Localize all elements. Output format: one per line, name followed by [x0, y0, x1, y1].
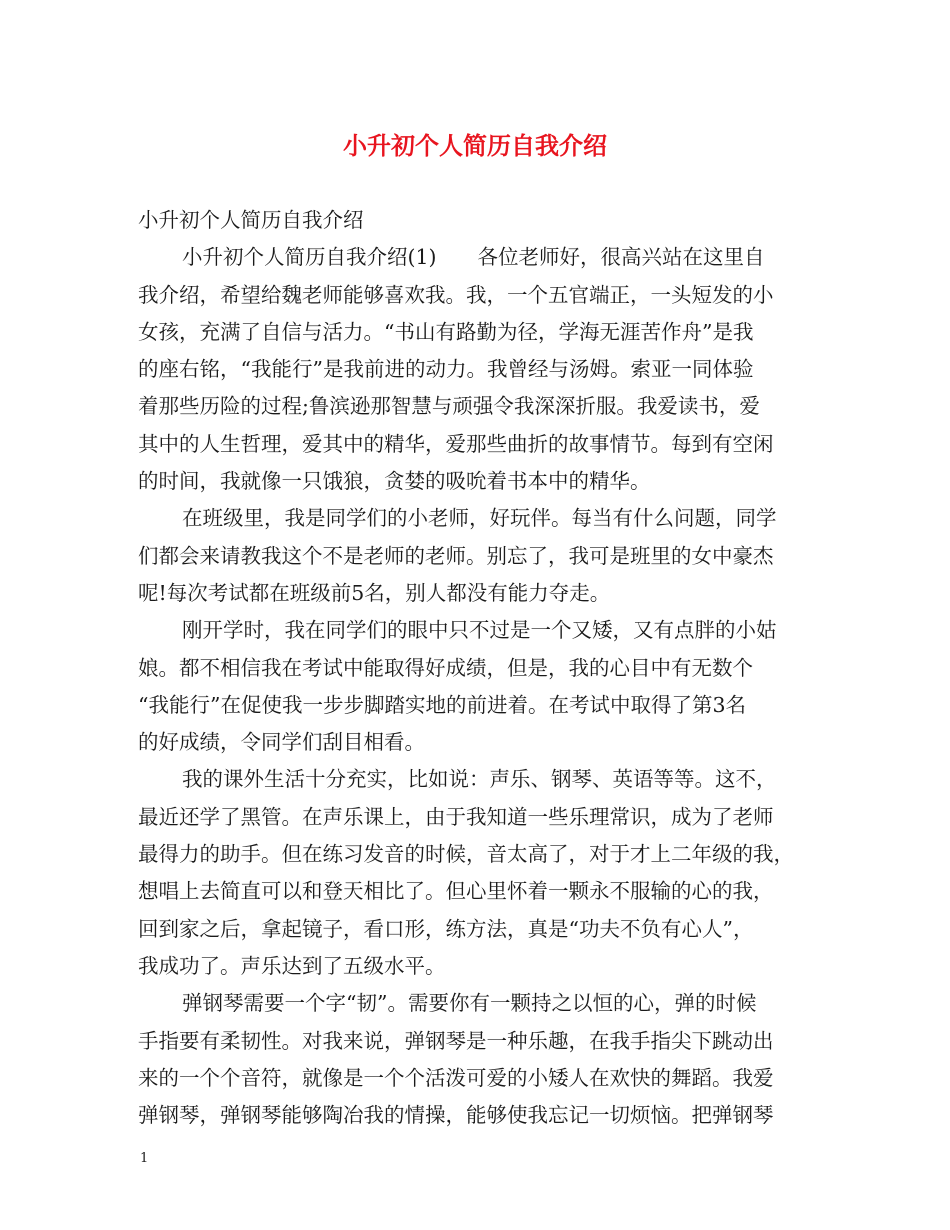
text-line: “我能行”在促使我一步步脚踏实地的前进着。在考试中取得了第3名 [138, 692, 747, 717]
text-line: 想唱上去简直可以和登天相比了。但心里怀着一颗永不服输的心的我， [138, 879, 774, 904]
text-line: 最得力的助手。但在练习发音的时候，音太高了，对于才上二年级的我， [138, 842, 794, 867]
text-line: 的时间，我就像一只饿狼，贪婪的吸吮着书本中的精华。 [138, 469, 651, 494]
text-line: 着那些历险的过程;鲁滨逊那智慧与顽强令我深深折服。我爱读书，爱 [138, 394, 760, 419]
text-line: 呢!每次考试都在班级前5名，别人都没有能力夺走。 [138, 580, 611, 605]
text-line: 我介绍，希望给魏老师能够喜欢我。我，一个五官端正，一头短发的小 [138, 282, 774, 307]
text-line: 弹钢琴，弹钢琴能够陶冶我的情操，能够使我忘记一切烦恼。把弹钢琴 [138, 1103, 774, 1128]
text-line: 回到家之后，拿起镜子，看口形，练方法，真是“功夫不负有心人”， [138, 916, 754, 941]
text-line: 在班级里，我是同学们的小老师，好玩伴。每当有什么问题，同学 [182, 506, 777, 531]
document-title: 小升初个人简历自我介绍 [343, 131, 607, 160]
text-line: 小升初个人简历自我介绍 [138, 208, 364, 232]
text-line: 小升初个人简历自我介绍(1) 各位老师好，很高兴站在这里自 [182, 245, 765, 270]
page-number: 1 [140, 1151, 149, 1166]
text-line: 我成功了。声乐达到了五级水平。 [138, 953, 446, 978]
text-line: 其中的人生哲理，爱其中的精华，爱那些曲折的故事情节。每到有空闲 [138, 431, 774, 456]
text-line: 们都会来请教我这个不是老师的老师。别忘了，我可是班里的女中豪杰 [138, 543, 774, 568]
text-line: 刚开学时，我在同学们的眼中只不过是一个又矮，又有点胖的小姑 [182, 618, 777, 643]
text-line: 来的一个个音符，就像是一个个活泼可爱的小矮人在欢快的舞蹈。我爱 [138, 1065, 774, 1090]
text-line: 弹钢琴需要一个字“韧”。需要你有一颗持之以恒的心，弹的时候 [182, 991, 757, 1016]
text-line: 的好成绩，令同学们刮目相看。 [138, 730, 425, 755]
text-line: 手指要有柔韧性。对我来说，弹钢琴是一种乐趣，在我手指尖下跳动出 [138, 1028, 774, 1053]
text-line: 女孩，充满了自信与活力。“书山有路勤为径，学海无涯苦作舟”是我 [138, 319, 754, 344]
text-line: 最近还学了黑管。在声乐课上，由于我知道一些乐理常识，成为了老师 [138, 804, 774, 829]
document-body [138, 202, 816, 1134]
text-line: 的座右铭，“我能行”是我前进的动力。我曾经与汤姆。索亚一同体验 [138, 357, 754, 382]
text-line: 我的课外生活十分充实，比如说：声乐、钢琴、英语等等。这不， [182, 767, 777, 792]
text-line: 娘。都不相信我在考试中能取得好成绩，但是，我的心目中有无数个 [138, 655, 753, 680]
